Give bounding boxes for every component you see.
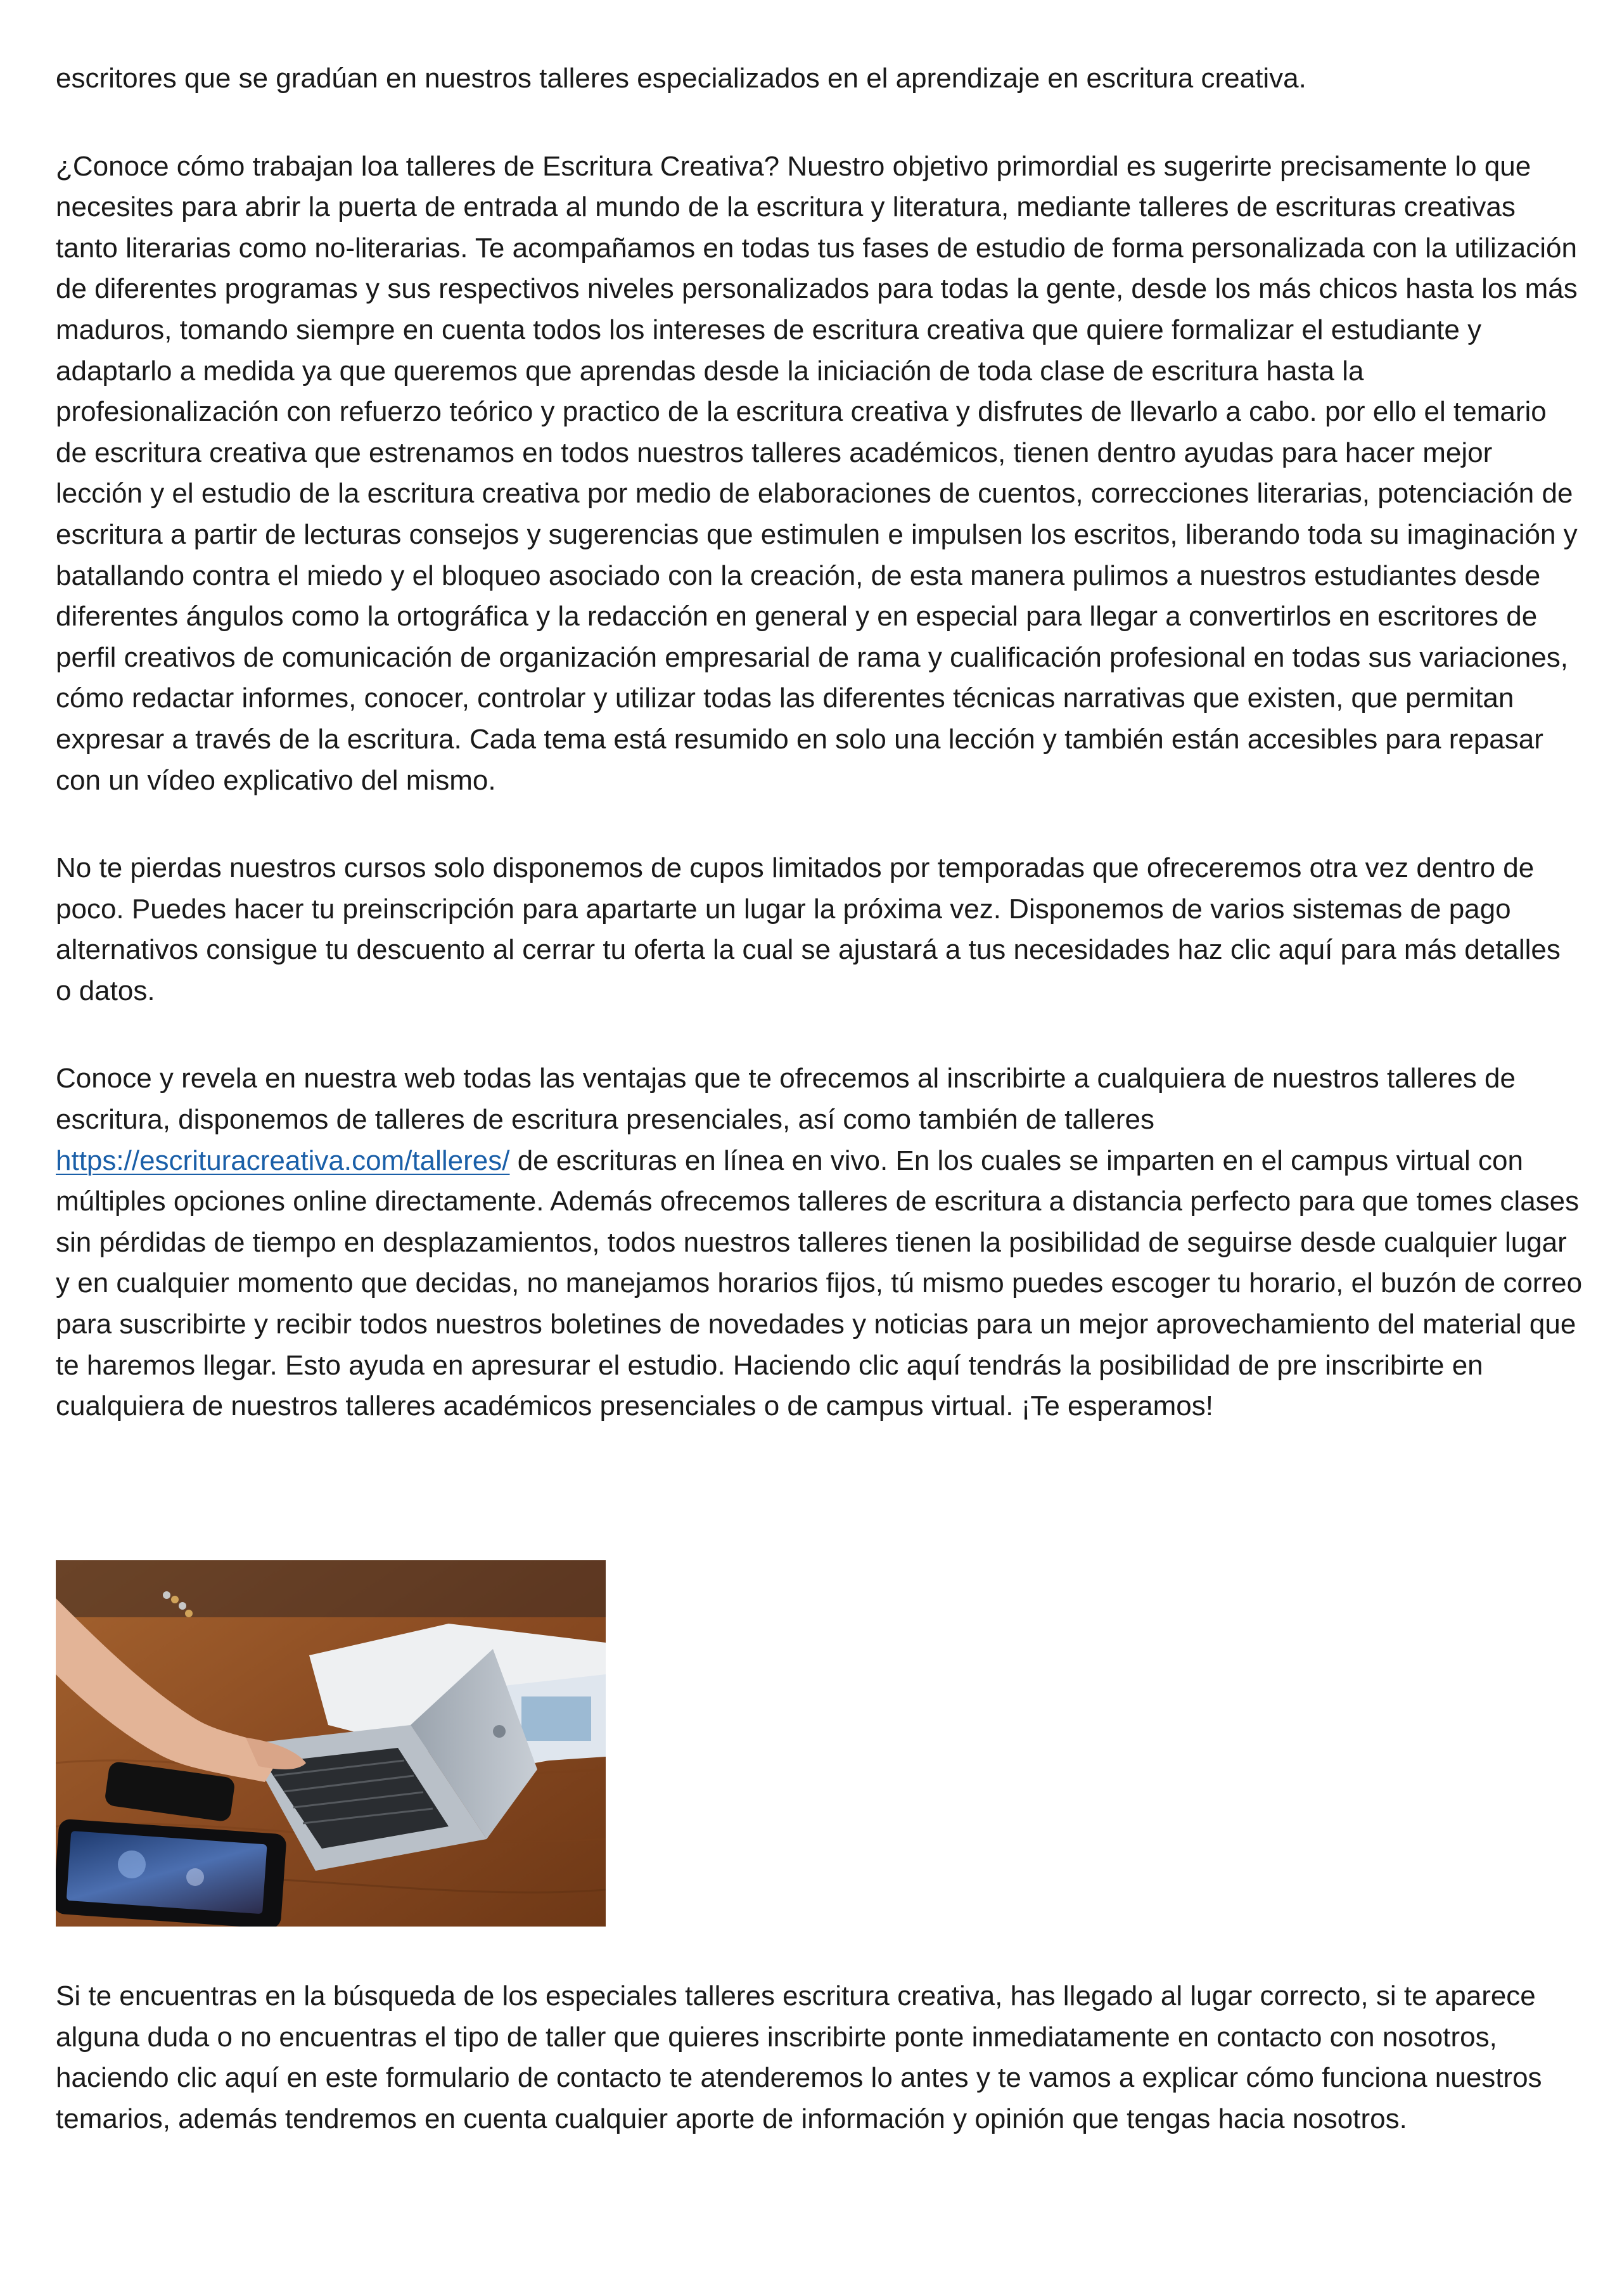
- document-body: [56, 58, 1583, 1427]
- paragraph-advantages: [56, 1058, 1583, 1427]
- paragraph-workshops-description: ¿Conoce cómo trabajan loa talleres de Escritura Creativa? Nuestro objetivo primordial es sugerirte precisamente lo que necesites para abrir la puerta de entrada al mundo de la escritura y literatura, mediante talleres de escrituras creativas tanto literarias como no-literarias. Te acompañamos en todas tus fases de estudio de forma personalizada con la utilización de diferentes programas y sus respectivos niveles personalizados para todas la gente, desde los más chicos hasta los más maduros, tomando siempre en cuenta todos los intereses de escritura creativa que quiere formalizar el estudiante y adaptarlo a medida ya que queremos que aprendas desde la iniciación de toda clase de escritura hasta la profesionalización con refuerzo teórico y practico de la escritura creativa y disfrutes de llevarlo a cabo. por ello el temario de escritura creativa que estrenamos en todos nuestros talleres académicos, tienen dentro ayudas para hacer mejor lección y el estudio de la escritura creativa por medio de elaboraciones de cuentos, correcciones literarias, potenciación de escritura a partir de lecturas consejos y sugerencias que estimulen e impulsen los escritos, liberando toda su imaginación y batallando contra el miedo y el bloqueo asociado con la creación, de esta manera pulimos a nuestros estudiantes desde diferentes ángulos como la ortográfica y la redacción en general y en especial para llegar a convertirlos en escritores de perfil creativos de comunicación de organización empresarial de rama y cualificación profesional en todas sus variaciones, cómo redactar informes, conocer, controlar y utilizar todas las diferentes técnicas narrativas que existen, que permitan expresar a través de la escritura. Cada tema está resumido en solo una lección y también están accesibles para repasar con un vídeo explicativo del mismo.: [56, 150, 1578, 796]
- laptop-photo-illustration: [56, 1560, 606, 1927]
- laptop-photo: [56, 1560, 606, 1927]
- advantages-text-start: Conoce y revela en nuestra web todas las ventajas que te ofrecemos al inscribirte a cualquiera de nuestros talleres de escritura, disponemos de talleres de escritura presenciales, así como también de talleres: [56, 1063, 1516, 1136]
- talleres-link[interactable]: https://escrituracreativa.com/talleres/: [56, 1145, 510, 1176]
- paragraph-gap: [56, 801, 1583, 848]
- paragraph-intro: escritores que se gradúan en nuestros talleres especializados en el aprendizaje en escritura creativa.: [56, 63, 1306, 94]
- paragraph-gap: [56, 1011, 1583, 1058]
- advantages-text-end: de escrituras en línea en vivo. En los cuales se imparten en el campus virtual con múltiples opciones online directamente. Además ofrecemos talleres de escritura a distancia perfecto para que tomes clases sin pérdidas de tiempo en desplazamientos, todos nuestros talleres tienen la posibilidad de seguirse desde cualquier lugar y en cualquier momento que decidas, no manejamos horarios fijos, tú mismo puedes escoger tu horario, el buzón de correo para suscribirte y recibir todos nuestros boletines de novedades y noticias para un mejor aprovechamiento del material que te haremos llegar. Esto ayuda en apresurar el estudio. Haciendo clic aquí tendrás la posibilidad de pre inscribirte en cualquiera de nuestros talleres académicos presenciales o de campus virtual. ¡Te esperamos!: [56, 1145, 1583, 1422]
- paragraph-contact: Si te encuentras en la búsqueda de los especiales talleres escritura creativa, has llegado al lugar correcto, si te aparece alguna duda o no encuentras el tipo de taller que quieres inscribirte ponte inmediatamente en contacto con nosotros, haciendo clic aquí en este formulario de contacto te atenderemos lo antes y te vamos a explicar cómo funciona nuestros temarios, además tendremos en cuenta cualquier aporte de información y opinión que tengas hacia nosotros.: [56, 1980, 1542, 2134]
- paragraph-gap: [56, 99, 1583, 146]
- closing-section: [56, 1976, 1583, 2139]
- paragraph-limited-seats: No te pierdas nuestros cursos solo disponemos de cupos limitados por temporadas que ofreceremos otra vez dentro de poco. Puedes hacer tu preinscripción para apartarte un lugar la próxima vez. Disponemos de varios sistemas de pago alternativos consigue tu descuento al cerrar tu oferta la cual se ajustará a tus necesidades haz clic aquí para más detalles o datos.: [56, 852, 1561, 1006]
